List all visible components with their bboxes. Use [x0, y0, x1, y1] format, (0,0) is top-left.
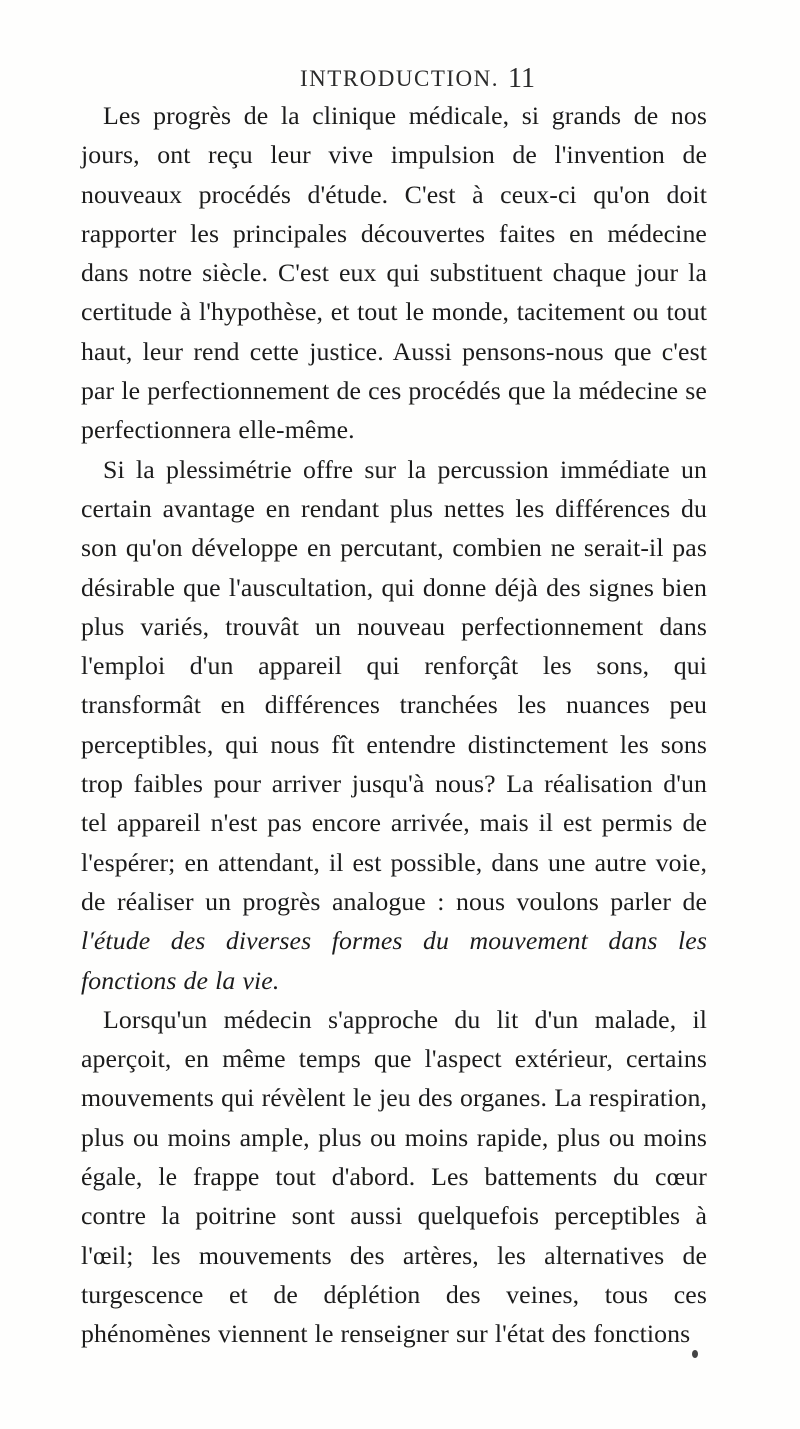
paragraph-1: Les progrès de la clinique médicale, si grands de nos jours, ont reçu leur vive impulsion de l'invention de nouveaux procédés d'étude. C'est à ceux-ci qu'on doit rapporter les principales découvertes faites en médecine dans notre siècle. C'est eux qui substituent chaque jour la certitude à l'hypothèse, et tout le monde, tacitement ou tout haut, leur rend cette justice. Aussi pensons-nous que c'est par le perfectionnement de ces procédés que la médecine se perfectionnera elle-même. [81, 101, 707, 445]
paragraph-2 [81, 450, 707, 1000]
paragraph-2-text: Si la plessimétrie offre sur la percussion immédiate un certain avantage en rendant plus nettes les différences du son qu'on développe en percutant, combien ne serait-il pas désirable que l'auscultation, qui donne déjà des signes bien plus variés, trouvât un nouveau perfectionnement dans l'emploi d'un appareil qui renforçât les sons, qui transformât en différences tranchées les nuances peu perceptibles, qui nous fît entendre distinctement les sons trop faibles pour arriver jusqu'à nous? La réalisation d'un tel appareil n'est pas encore arrivée, mais il est permis de l'espérer; en attendant, il est possible, dans une autre voie, de réaliser un progrès analogue : nous voulons parler de [81, 454, 707, 916]
paragraph-2-italic: l'étude des diverses formes du mouvement dans les fonctions de la vie. [81, 926, 707, 995]
running-head [0, 62, 800, 96]
paragraph-3: Lorsqu'un médecin s'approche du lit d'un malade, il aperçoit, en même temps que l'aspect extérieur, certains mouvements qui révèlent le jeu des organes. La respiration, plus ou moins ample, plus ou moins rapide, plus ou moins égale, le frappe tout d'abord. Les battements du cœur contre la poitrine sont aussi quelquefois perceptibles à l'œil; les mouvements des artères, les alternatives de turgescence et de déplétion des veines, tous ces phénomènes viennent le renseigner sur l'état des fonctions [81, 1004, 707, 1349]
ink-speck [692, 1350, 698, 1358]
running-title: INTRODUCTION. [300, 66, 500, 91]
page-number: 11 [508, 63, 535, 94]
body-text [81, 96, 707, 1354]
